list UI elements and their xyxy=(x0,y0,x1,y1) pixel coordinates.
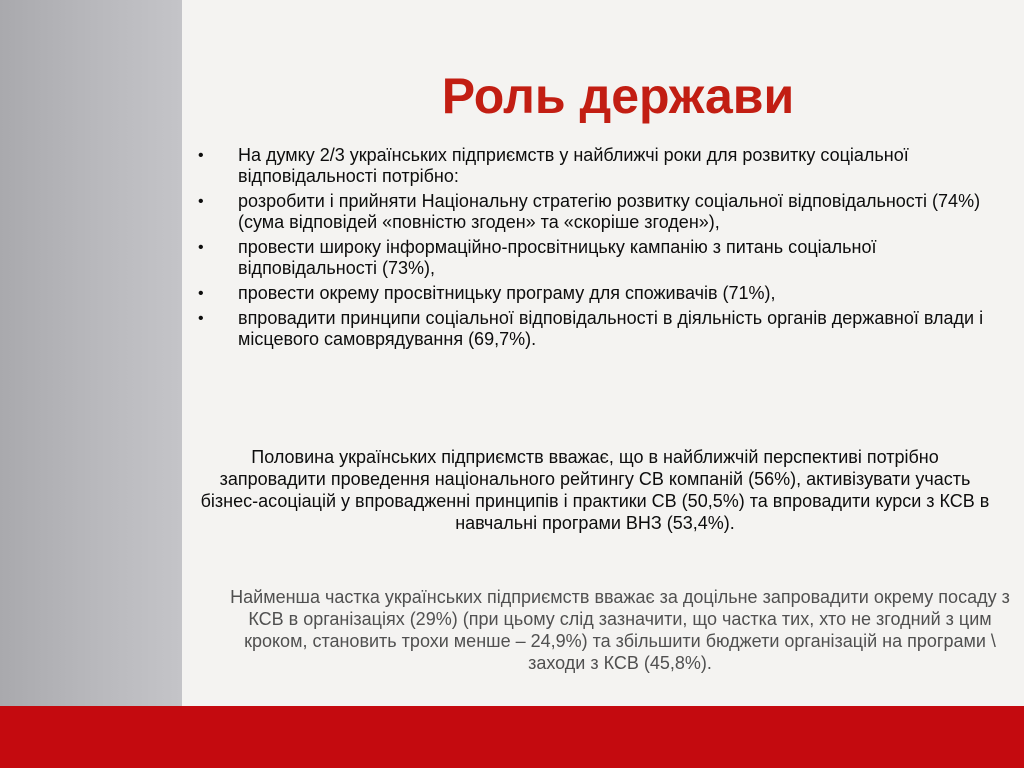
left-decor-bar xyxy=(0,0,182,706)
bullet-dot: • xyxy=(198,285,204,302)
bullet-item xyxy=(198,308,998,350)
bullet-item xyxy=(198,145,998,187)
bullet-dot: • xyxy=(198,310,204,327)
slide-title: Роль держави xyxy=(441,68,795,124)
bullet-item xyxy=(198,283,998,304)
bullet-text: впровадити принципи соціальної відповідальності в діяльність органів державної влади і місцевого самоврядування (69,7%). xyxy=(238,308,984,349)
paragraph-minority-enterprises: Найменша частка українських підприємств вважає за доцільне запровадити окрему посаду з КСВ в організаціях (29%) (при цьому слід зазначити, що частка тих, хто не згодний з цим кроком, становить трохи менше – 24,9%) та збільшити бюджети організацій на програми \ заходи з КСВ (45,8%). xyxy=(230,587,1010,673)
bullet-dot: • xyxy=(198,239,204,256)
bullet-text: провести широку інформаційно-просвітницьку кампанію з питань соціальної відповідальності (73%), xyxy=(238,237,877,278)
bottom-accent-bar xyxy=(0,706,1024,768)
bullet-text: На думку 2/3 українських підприємств у найближчі роки для розвитку соціальної відповідальності потрібно: xyxy=(238,145,909,186)
bullet-item xyxy=(198,237,998,279)
bullet-text: розробити і прийняти Національну стратегію розвитку соціальної відповідальності (74%) (сума відповідей «повністю згоден» та «скоріше згоден»), xyxy=(238,191,981,232)
bullet-dot: • xyxy=(198,193,204,210)
bullet-list xyxy=(198,145,998,354)
bullet-text: провести окрему просвітницьку програму для споживачів (71%), xyxy=(238,283,776,303)
bullet-item xyxy=(198,191,998,233)
paragraph-half-enterprises: Половина українських підприємств вважає, що в найближчій перспективі потрібно запровадити проведення національного рейтингу СВ компаній (56%), активізувати участь бізнес-асоціацій у впровадженні принципів і практики СВ (50,5%) та впровадити курси з КСВ в навчальні програми ВНЗ (53,4%). xyxy=(200,447,990,533)
bullet-dot: • xyxy=(198,147,204,164)
